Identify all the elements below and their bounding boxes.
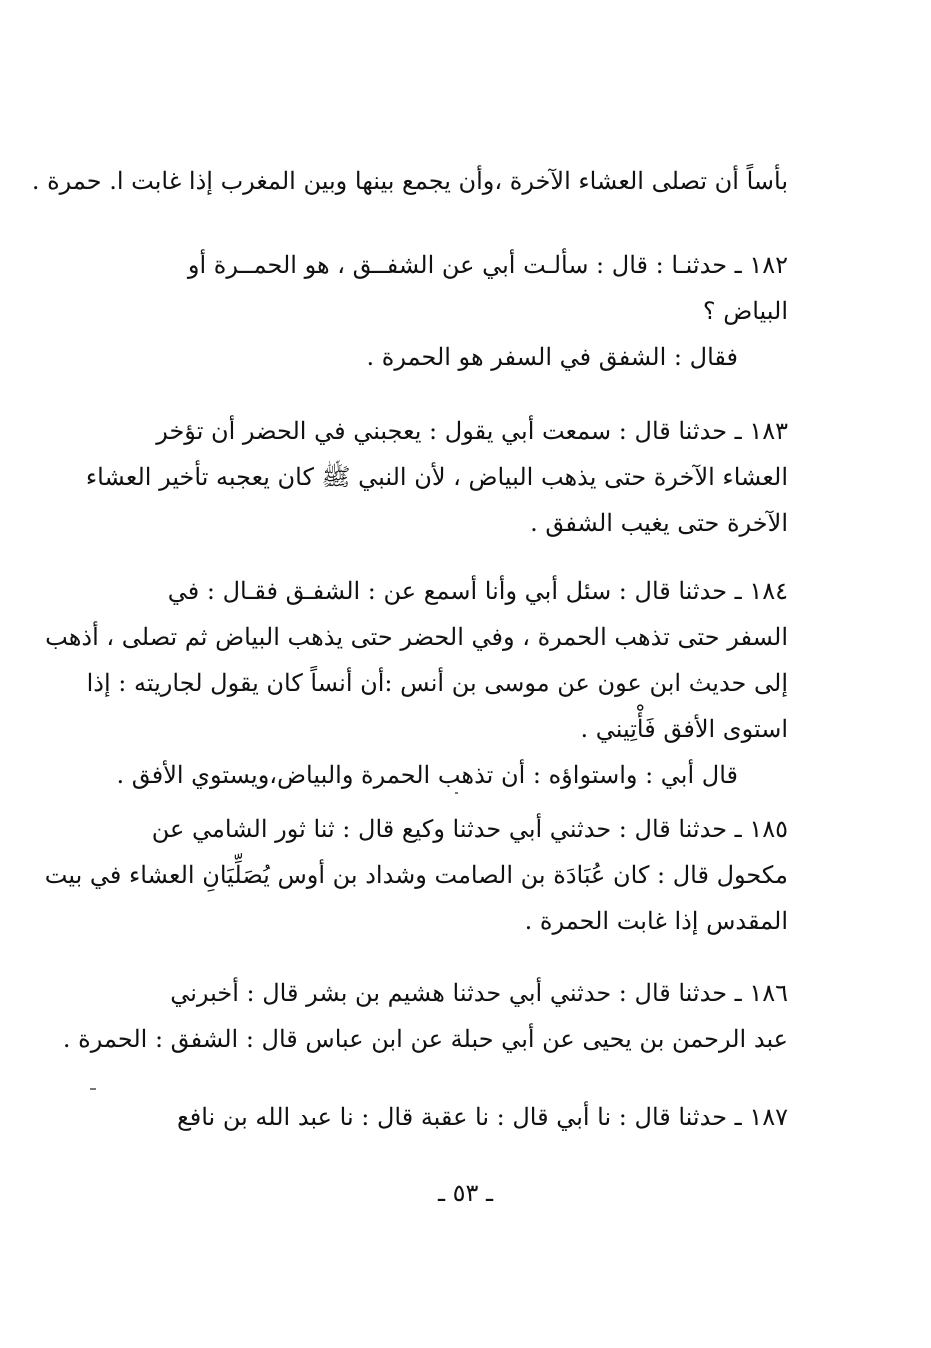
text-line: العشاء الآخرة حتى يذهب البياض ، لأن النبي ﷺ كان يعجبه تأخير العشاء (85, 463, 788, 491)
scan-speck (455, 792, 458, 794)
page-number: ـ ٥٣ ـ (437, 1179, 494, 1207)
intro-paragraph (31, 158, 788, 204)
hadith-182 (138, 242, 788, 380)
text-line: قال أبي : واستواؤه : أن تذهب الحمرة والبياض،ويستوي الأفق . (116, 761, 738, 789)
text-line: ١٨٧ ـ حدثنا قال : نا أبي قال : نا عقبة قال : نا عبد الله بن نافع (176, 1103, 788, 1131)
hadith-183 (85, 408, 788, 546)
scan-speck (90, 1088, 96, 1090)
text-line: السفر حتى تذهب الحمرة ، وفي الحضر حتى يذهب البياض ثم تصلى ، أذهب (45, 623, 788, 651)
text-line: بأساً أن تصلى العشاء الآخرة ،وأن يجمع بينها وبين المغرب إذا غابت ا. حمرة . (31, 167, 788, 195)
text-line: استوى الأفق فَأْتِيني . (580, 715, 788, 743)
text-line: ١٨٦ ـ حدثنا قال : حدثني أبي حدثنا هشيم بن بشر قال : أخبرني (170, 979, 788, 1007)
text-line: ١٨٢ ـ حدثنـا : قال : سألـت أبي عن الشفــق ، هو الحمــرة أو (187, 251, 788, 279)
hadith-184 (45, 568, 788, 798)
text-line: إلى حديث ابن عون عن موسى بن أنس :أن أنساً كان يقول لجاريته : إذا (86, 669, 788, 697)
text-line: ١٨٣ ـ حدثنا قال : سمعت أبي يقول : يعجبني في الحضر أن تؤخر (156, 417, 788, 445)
text-line: ١٨٥ ـ حدثنا قال : حدثني أبي حدثنا وكيع قال : ثنا ثور الشامي عن (151, 815, 788, 843)
text-line: الآخرة حتى يغيب الشفق . (530, 509, 788, 537)
hadith-186 (62, 970, 788, 1062)
text-line: البياض ؟ (702, 297, 788, 325)
text-line: مكحول قال : كان عُبَادَة بن الصامت وشداد بن أوس يُصَلِّيَانِ العشاء في بيت (44, 861, 788, 889)
hadith-185 (44, 806, 788, 944)
text-line: المقدس إذا غابت الحمرة . (524, 907, 788, 935)
hadith-187 (138, 1094, 788, 1140)
text-line: عبد الرحمن بن يحيى عن أبي حبلة عن ابن عباس قال : الشفق : الحمرة . (62, 1025, 788, 1053)
text-line: ١٨٤ ـ حدثنا قال : سئل أبي وأنا أسمع عن : الشفـق فقـال : في (167, 577, 788, 605)
text-line: فقال : الشفق في السفر هو الحمرة . (366, 343, 738, 371)
